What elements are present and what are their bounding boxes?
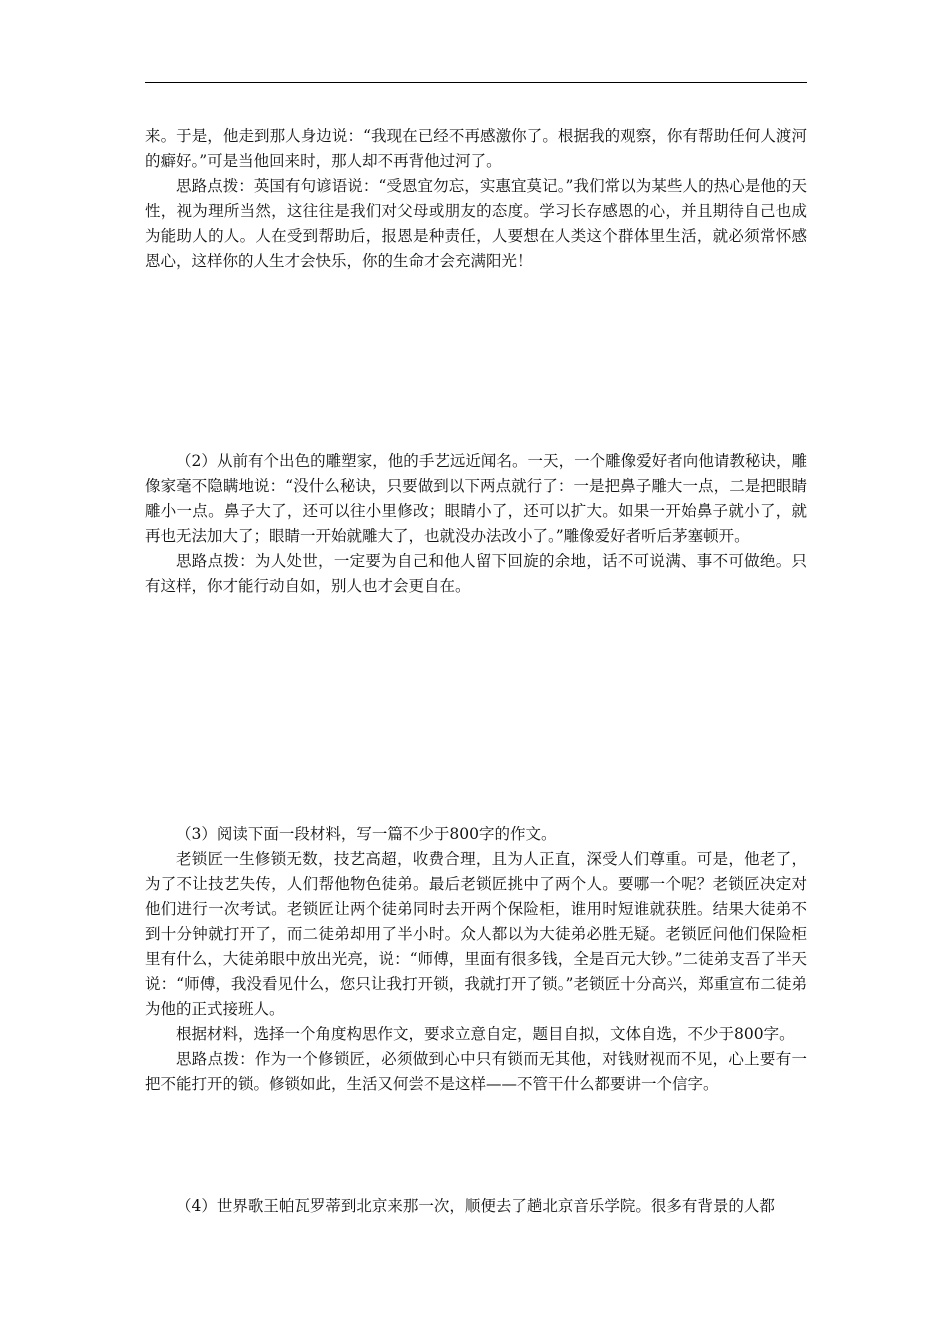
section-locksmith bbox=[145, 822, 807, 1097]
section-gratitude bbox=[145, 124, 807, 274]
paragraph-requirement: 根据材料，选择一个角度构思作文，要求立意自定，题目自拟，文体自选，不少于800字。 bbox=[176, 1025, 795, 1043]
header-rule bbox=[145, 82, 807, 83]
section-pavarotti bbox=[145, 1194, 807, 1219]
paragraph-hint: 思路点拨：作为一个修锁匠，必须做到心中只有锁而无其他，对钱财视而不见，心上要有一把不能打开的锁。修锁如此，生活又何尝不是这样——不管干什么都要讲一个信字。 bbox=[145, 1050, 807, 1093]
section-sculptor bbox=[145, 449, 807, 599]
paragraph: 老锁匠一生修锁无数，技艺高超，收费合理，且为人正直，深受人们尊重。可是，他老了，为了不让技艺失传，人们帮他物色徒弟。最后老锁匠挑中了两个人。要哪一个呢？老锁匠决定对他们进行一次考试。老锁匠让两个徒弟同时去开两个保险柜，谁用时短谁就获胜。结果大徒弟不到十分钟就打开了，而二徒弟却用了半小时。众人都以为大徒弟必胜无疑。老锁匠问他们保险柜里有什么，大徒弟眼中放出光亮，说：“师傅，里面有很多钱，全是百元大钞。”二徒弟支吾了半天说：“师傅，我没看见什么，您只让我打开锁，我就打开了锁。”老锁匠十分高兴，郑重宣布二徒弟为他的正式接班人。 bbox=[145, 850, 807, 1018]
paragraph: （4）世界歌王帕瓦罗蒂到北京来那一次，顺便去了趟北京音乐学院。很多有背景的人都 bbox=[176, 1197, 775, 1215]
paragraph-hint: 思路点拨：英国有句谚语说：“受恩宜勿忘，实惠宜莫记。”我们常以为某些人的热心是他的天性，视为理所当然，这往往是我们对父母或朋友的态度。学习长存感恩的心，并且期待自己也成为能助人的人。人在受到帮助后，报恩是种责任，人要想在人类这个群体里生活，就必须常怀感恩心，这样你的人生才会快乐，你的生命才会充满阳光！ bbox=[145, 177, 807, 270]
paragraph-hint: 思路点拨：为人处世，一定要为自己和他人留下回旋的余地，话不可说满、事不可做绝。只有这样，你才能行动自如，别人也才会更自在。 bbox=[145, 552, 807, 595]
paragraph-prompt: （3）阅读下面一段材料，写一篇不少于800字的作文。 bbox=[176, 825, 557, 843]
paragraph: 来。于是，他走到那人身边说：“我现在已经不再感激你了。根据我的观察，你有帮助任何人渡河的癖好。”可是当他回来时，那人却不再背他过河了。 bbox=[145, 127, 807, 170]
paragraph: （2）从前有个出色的雕塑家，他的手艺远近闻名。一天，一个雕像爱好者向他请教秘诀，雕像家毫不隐瞒地说：“没什么秘诀，只要做到以下两点就行了：一是把鼻子雕大一点，二是把眼睛雕小一点。鼻子大了，还可以往小里修改；眼睛小了，还可以扩大。如果一开始鼻子就小了，就再也无法加大了；眼睛一开始就雕大了，也就没办法改小了。”雕像爱好者听后茅塞顿开。 bbox=[145, 452, 807, 545]
